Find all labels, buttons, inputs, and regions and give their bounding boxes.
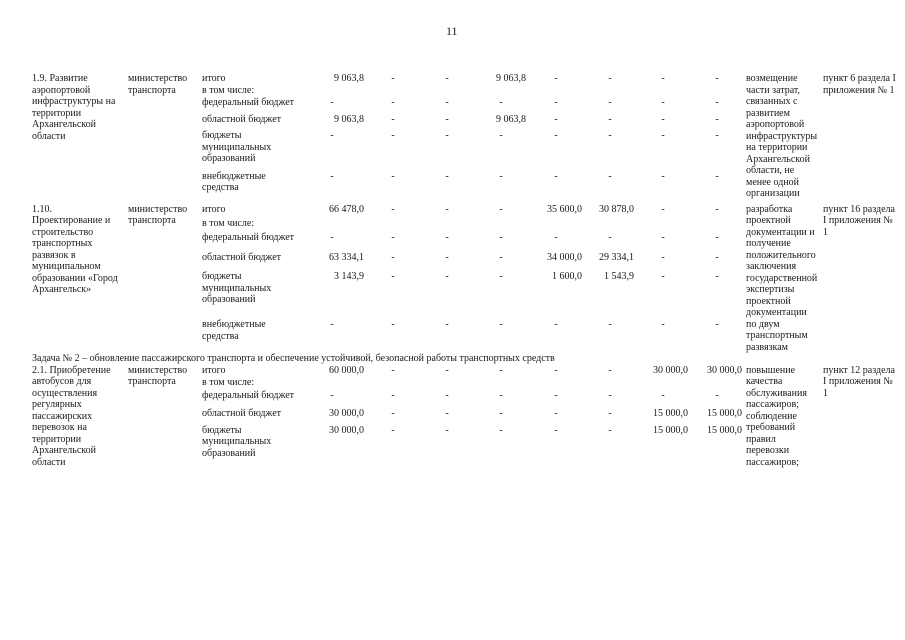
value-cell: - — [499, 232, 503, 244]
value-cell — [528, 377, 584, 390]
funding-source: итого — [202, 364, 226, 376]
value-cell: - — [554, 364, 558, 376]
value-cell: 30 000,0 — [329, 407, 364, 419]
value-cell: - — [715, 130, 719, 142]
value-cell — [420, 85, 474, 97]
value-cell — [298, 85, 366, 97]
value-cell: 15 000,0 — [653, 407, 688, 419]
value-cell: - — [330, 130, 334, 142]
value-cell: - — [661, 113, 665, 125]
funding-source: областной бюджет — [202, 113, 282, 125]
task-heading: Задача № 2 – обновление пассажирского транспорта и обеспечение устойчивой, безопасной работы транспортных средств — [32, 353, 555, 364]
value-cell: - — [499, 271, 503, 283]
value-cell: - — [391, 424, 395, 436]
value-cell: - — [391, 130, 395, 142]
value-cell: 34 000,0 — [547, 251, 582, 263]
value-cell: - — [715, 97, 719, 109]
funding-source: в том числе: — [202, 377, 255, 389]
value-cell: 35 600,0 — [547, 203, 582, 215]
value-cell: - — [445, 319, 449, 331]
value-cell — [636, 85, 690, 97]
value-cell: - — [391, 170, 395, 182]
program-table — [30, 73, 899, 468]
value-cell — [584, 218, 636, 232]
value-cell: - — [445, 390, 449, 402]
value-cell: - — [661, 130, 665, 142]
funding-source: итого — [202, 203, 226, 215]
page-number: 11 — [446, 24, 458, 38]
value-cell — [528, 85, 584, 97]
value-cell: - — [445, 113, 449, 125]
reference: пункт 16 раздела I приложения № 1 — [823, 203, 895, 238]
funding-source: внебюджетные средства — [202, 170, 266, 194]
value-cell: 9 063,8 — [334, 113, 364, 125]
value-cell — [298, 218, 366, 232]
value-cell: - — [715, 113, 719, 125]
value-cell: 66 478,0 — [329, 203, 364, 215]
funding-source: бюджеты муниципальных образований — [202, 424, 272, 459]
value-cell: - — [608, 232, 612, 244]
value-cell: - — [330, 390, 334, 402]
value-cell — [366, 218, 420, 232]
value-cell: - — [499, 424, 503, 436]
value-cell: - — [554, 319, 558, 331]
value-cell: - — [608, 390, 612, 402]
value-cell: 3 143,9 — [334, 271, 364, 283]
funding-source: в том числе: — [202, 85, 255, 97]
value-cell: 1 543,9 — [604, 271, 634, 283]
value-cell — [474, 218, 528, 232]
funding-source: областной бюджет — [202, 407, 282, 419]
value-cell: - — [661, 73, 665, 84]
value-cell: - — [445, 364, 449, 376]
value-cell: - — [391, 407, 395, 419]
value-cell: - — [391, 73, 395, 84]
value-cell: 15 000,0 — [653, 424, 688, 436]
value-cell: - — [391, 319, 395, 331]
value-cell: 9 063,8 — [334, 73, 364, 84]
value-cell: - — [715, 232, 719, 244]
value-cell: - — [715, 390, 719, 402]
value-cell: - — [445, 130, 449, 142]
value-cell: - — [554, 97, 558, 109]
task-heading-row — [30, 353, 899, 365]
value-cell: - — [330, 170, 334, 182]
funding-source: бюджеты муниципальных образований — [202, 271, 272, 306]
value-cell: - — [608, 130, 612, 142]
value-cell: - — [608, 170, 612, 182]
value-cell: - — [445, 251, 449, 263]
value-cell — [420, 377, 474, 390]
measure-name: 1.10. Проектирование и строительство транспортных развязок в муниципальном образовании «Город Архангельск» — [32, 203, 118, 295]
value-cell: - — [499, 170, 503, 182]
executor: министерство транспорта — [128, 73, 188, 96]
value-cell: - — [499, 130, 503, 142]
value-cell — [584, 85, 636, 97]
value-cell — [690, 377, 744, 390]
expected-result: возмещение части затрат, связанных с развитием аэропортовой инфраструктуры на территории Архангельской области, не менее одной организации — [746, 73, 818, 199]
value-cell: - — [499, 203, 503, 215]
value-cell: 9 063,8 — [496, 113, 526, 125]
table-row — [30, 73, 899, 85]
table-row — [30, 365, 899, 378]
value-cell: 63 334,1 — [329, 251, 364, 263]
value-cell: - — [391, 203, 395, 215]
expected-result: разработка проектной документации и получение положительного заключения государственной экспертизы проектной документации по двум транспортным развязкам — [746, 203, 818, 353]
value-cell: - — [715, 170, 719, 182]
value-cell: - — [554, 407, 558, 419]
value-cell: - — [445, 271, 449, 283]
value-cell: 30 000,0 — [707, 364, 742, 376]
value-cell: - — [499, 97, 503, 109]
value-cell: - — [608, 73, 612, 84]
expected-result: повышение качества обслуживания пассажиров; соблюдение требований правил перевозки пассажиров; — [746, 364, 807, 468]
value-cell: - — [715, 203, 719, 215]
value-cell: - — [330, 97, 334, 109]
value-cell: 15 000,0 — [707, 407, 742, 419]
value-cell: - — [661, 390, 665, 402]
value-cell: - — [391, 97, 395, 109]
value-cell: - — [608, 113, 612, 125]
value-cell — [366, 85, 420, 97]
value-cell: - — [330, 319, 334, 331]
value-cell: - — [445, 170, 449, 182]
funding-source: итого — [202, 73, 226, 84]
value-cell: - — [499, 319, 503, 331]
value-cell: - — [330, 232, 334, 244]
value-cell: - — [661, 319, 665, 331]
value-cell: 29 334,1 — [599, 251, 634, 263]
value-cell: - — [391, 364, 395, 376]
value-cell: - — [715, 271, 719, 283]
measure-name: 2.1. Приобретение автобусов для осуществления регулярных пассажирских перевозок на территории Архангельской области — [32, 364, 111, 468]
funding-source: внебюджетные средства — [202, 319, 266, 342]
executor: министерство транспорта — [128, 364, 188, 387]
value-cell: - — [554, 170, 558, 182]
value-cell: - — [554, 424, 558, 436]
value-cell: - — [445, 97, 449, 109]
value-cell: - — [608, 407, 612, 419]
value-cell: 9 063,8 — [496, 73, 526, 84]
value-cell: - — [445, 232, 449, 244]
value-cell: - — [715, 251, 719, 263]
funding-source: федеральный бюджет — [202, 97, 295, 109]
value-cell — [584, 377, 636, 390]
value-cell: - — [445, 424, 449, 436]
value-cell — [636, 377, 690, 390]
value-cell: - — [661, 97, 665, 109]
value-cell — [420, 218, 474, 232]
funding-source: областной бюджет — [202, 251, 282, 263]
value-cell: - — [608, 364, 612, 376]
value-cell: - — [499, 407, 503, 419]
value-cell — [690, 218, 744, 232]
value-cell: - — [499, 364, 503, 376]
value-cell — [366, 377, 420, 390]
table-body — [30, 73, 899, 468]
value-cell: - — [554, 232, 558, 244]
value-cell: - — [608, 319, 612, 331]
value-cell: - — [391, 271, 395, 283]
value-cell: - — [391, 232, 395, 244]
value-cell: - — [554, 130, 558, 142]
funding-source: федеральный бюджет — [202, 390, 295, 402]
value-cell — [474, 377, 528, 390]
value-cell — [298, 377, 366, 390]
value-cell: 1 600,0 — [552, 271, 582, 283]
value-cell: 60 000,0 — [329, 364, 364, 376]
value-cell: - — [554, 113, 558, 125]
value-cell: - — [608, 97, 612, 109]
value-cell — [528, 218, 584, 232]
measure-name: 1.9. Развитие аэропортовой инфраструктуры на территории Архангельской области — [32, 73, 116, 142]
value-cell: - — [391, 113, 395, 125]
value-cell: 15 000,0 — [707, 424, 742, 436]
value-cell — [474, 85, 528, 97]
value-cell: - — [715, 319, 719, 331]
value-cell: 30 000,0 — [653, 364, 688, 376]
value-cell: - — [608, 424, 612, 436]
value-cell: - — [661, 203, 665, 215]
value-cell: - — [391, 251, 395, 263]
value-cell: - — [445, 407, 449, 419]
value-cell — [690, 85, 744, 97]
funding-source: бюджеты муниципальных образований — [202, 130, 272, 165]
funding-source: в том числе: — [202, 217, 255, 229]
value-cell: - — [661, 232, 665, 244]
table-row — [30, 204, 899, 218]
executor: министерство транспорта — [128, 203, 188, 226]
value-cell: - — [661, 251, 665, 263]
value-cell: - — [499, 251, 503, 263]
value-cell: - — [445, 203, 449, 215]
reference: пункт 6 раздела I приложения № 1 — [823, 73, 896, 96]
value-cell — [636, 218, 690, 232]
value-cell: - — [661, 170, 665, 182]
value-cell: 30 000,0 — [329, 424, 364, 436]
value-cell: - — [715, 73, 719, 84]
value-cell: - — [391, 390, 395, 402]
value-cell: 30 878,0 — [599, 203, 634, 215]
value-cell: - — [445, 73, 449, 84]
value-cell: - — [499, 390, 503, 402]
reference: пункт 12 раздела I приложения № 1 — [823, 364, 895, 399]
value-cell: - — [554, 390, 558, 402]
funding-source: федеральный бюджет — [202, 232, 295, 244]
value-cell: - — [661, 271, 665, 283]
value-cell: - — [554, 73, 558, 84]
